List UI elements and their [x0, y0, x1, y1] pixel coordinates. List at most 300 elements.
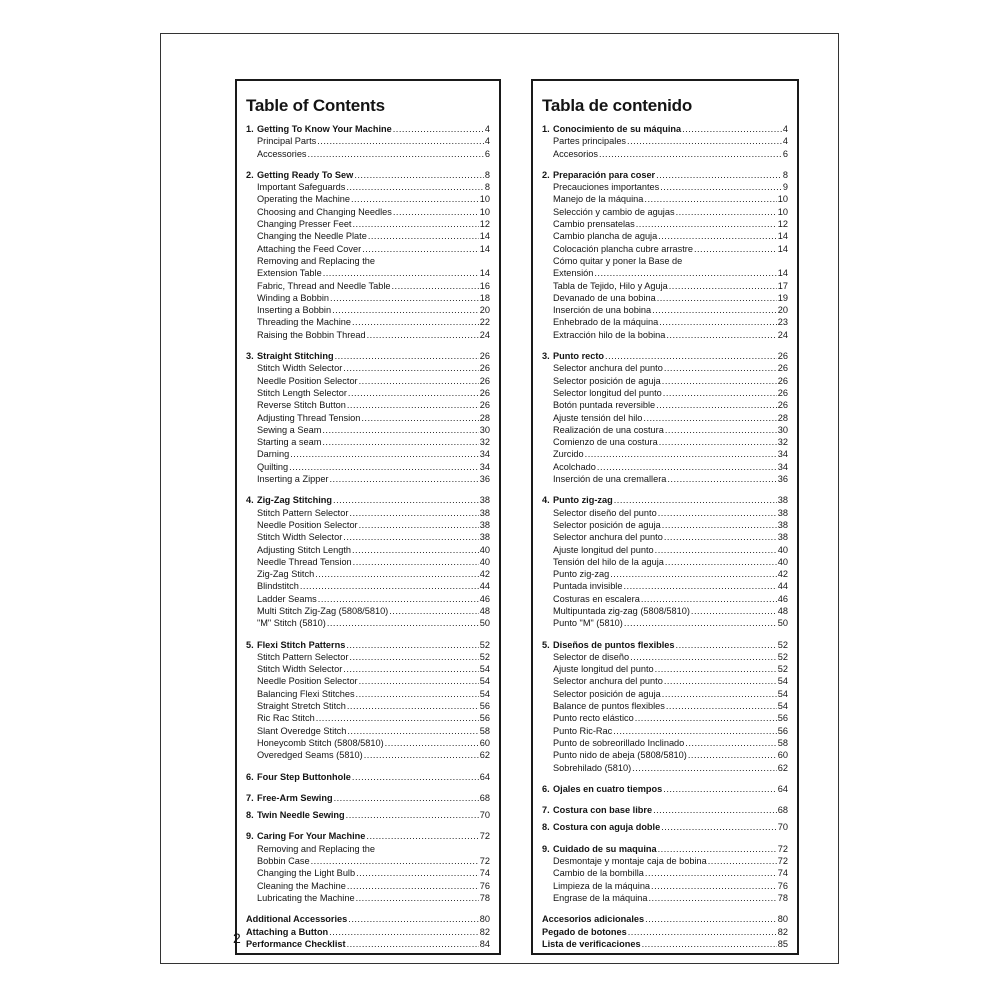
toc-page-number: 14 — [479, 243, 490, 254]
toc-leader-dots — [644, 193, 776, 205]
toc-entry-title: Choosing and Changing Needles — [257, 206, 392, 217]
toc-entry-title: Starting a seam — [257, 437, 322, 448]
toc-leader-dots — [662, 688, 777, 700]
toc-leader-dots — [300, 580, 479, 592]
toc-entry-title: Manejo de la máquina — [553, 194, 644, 205]
toc-entry-title: Caring For Your Machine — [257, 831, 366, 842]
toc-entry-title: Bobbin Case — [257, 856, 310, 867]
toc-entry-title: Removing and Replacing the — [257, 255, 375, 266]
toc-page-number: 16 — [479, 280, 490, 291]
toc-entry — [542, 181, 788, 193]
toc-leader-dots — [290, 448, 479, 460]
toc-entry-title: Cuidado de su maquina — [553, 843, 657, 854]
toc-leader-dots — [691, 605, 777, 617]
toc-entry-title: Selector diseño del punto — [553, 507, 657, 518]
toc-leader-dots — [663, 783, 777, 795]
toc-section-heading — [542, 639, 788, 651]
toc-entry — [246, 148, 490, 160]
toc-leader-dots — [657, 292, 777, 304]
toc-entry — [246, 329, 490, 341]
toc-entry — [542, 663, 788, 675]
toc-page-number: 52 — [479, 651, 490, 662]
toc-entry-title: Zurcido — [553, 449, 584, 460]
toc-leader-dots — [665, 556, 777, 568]
toc-page-number: 4 — [484, 136, 490, 147]
toc-entry — [542, 362, 788, 374]
toc-leader-dots — [628, 926, 777, 938]
toc-section-number: 4. — [246, 495, 254, 506]
toc-entry — [246, 362, 490, 374]
toc-entry-title: Costuras en escalera — [553, 593, 640, 604]
toc-entry-title: Stitch Length Selector — [257, 387, 347, 398]
toc-page-number: 85 — [777, 938, 788, 949]
toc-leader-dots — [332, 304, 479, 316]
toc-entry-title: Raising the Bobbin Thread — [257, 329, 366, 340]
toc-entry-title: Cleaning the Machine — [257, 880, 346, 891]
toc-entry-title: "M" Stitch (5810) — [257, 618, 326, 629]
toc-leader-dots — [659, 316, 777, 328]
toc-entry — [246, 544, 490, 556]
toc-entry-title: Engrase de la máquina — [553, 892, 648, 903]
toc-entry-title: Darning — [257, 449, 290, 460]
toc-list-spanish — [542, 123, 788, 950]
toc-page-number: 32 — [777, 437, 788, 448]
toc-section-heading — [246, 123, 490, 135]
toc-entry — [542, 448, 788, 460]
toc-page-number: 42 — [777, 569, 788, 580]
toc-section — [246, 809, 490, 821]
toc-entry-title: Costura con aguja doble — [553, 822, 661, 833]
toc-list-english — [246, 123, 490, 950]
toc-leader-dots — [658, 843, 777, 855]
toc-page-number: 14 — [479, 268, 490, 279]
toc-leader-dots — [630, 651, 777, 663]
toc-entry-title: Cambio plancha de aguja — [553, 231, 658, 242]
toc-entry — [246, 688, 490, 700]
toc-entry-title: Punto Ric-Rac — [553, 725, 613, 736]
toc-page-number: 28 — [479, 412, 490, 423]
toc-panel-spanish — [531, 79, 799, 955]
toc-section-heading — [246, 830, 490, 842]
toc-section-number: 6. — [246, 771, 254, 782]
toc-entry-title: Fabric, Thread and Needle Table — [257, 280, 391, 291]
toc-entry-title: Punto de sobreorillado Inclinado — [553, 737, 685, 748]
toc-section — [246, 494, 490, 629]
toc-page-number: 62 — [777, 762, 788, 773]
toc-leader-dots — [317, 135, 484, 147]
toc-entry-title: Stitch Pattern Selector — [257, 651, 349, 662]
toc-page-number: 32 — [479, 437, 490, 448]
toc-entry-title: Diseños de puntos flexibles — [553, 639, 675, 650]
toc-section — [246, 792, 490, 804]
toc-section — [542, 843, 788, 904]
toc-leader-dots — [656, 399, 777, 411]
toc-leader-dots — [605, 350, 777, 362]
toc-entry-title: Selector posición de aguja — [553, 519, 661, 530]
toc-page-number: 68 — [479, 792, 490, 803]
toc-leader-dots — [343, 531, 478, 543]
toc-entry — [542, 148, 788, 160]
toc-page-number: 18 — [479, 292, 490, 303]
toc-entry-title: Selector anchura del punto — [553, 676, 663, 687]
toc-leader-dots — [669, 280, 777, 292]
toc-section-number: 5. — [542, 639, 550, 650]
toc-leader-dots — [676, 639, 777, 651]
toc-entry-title: Multi Stitch Zig-Zag (5808/5810) — [257, 605, 389, 616]
toc-leader-dots — [353, 556, 479, 568]
toc-entry-title: Multipuntada zig-zag (5808/5810) — [553, 605, 690, 616]
toc-entry — [246, 843, 490, 855]
toc-page-number: 28 — [777, 412, 788, 423]
toc-entry-title: Realización de una costura — [553, 424, 664, 435]
toc-entry — [542, 304, 788, 316]
toc-page-number: 54 — [777, 676, 788, 687]
toc-page-number: 64 — [777, 783, 788, 794]
toc-entry-title: Four Step Buttonhole — [257, 771, 351, 782]
toc-leader-dots — [346, 639, 478, 651]
toc-page-number: 56 — [777, 713, 788, 724]
toc-entry — [246, 375, 490, 387]
toc-section-heading — [246, 350, 490, 362]
toc-page-number: 50 — [479, 618, 490, 629]
toc-page-number: 48 — [479, 605, 490, 616]
toc-leader-dots — [658, 230, 777, 242]
toc-entry-title: Free-Arm Sewing — [257, 792, 333, 803]
toc-page-number: 38 — [479, 495, 490, 506]
toc-entry — [542, 762, 788, 774]
toc-page-number: 56 — [479, 713, 490, 724]
toc-leader-dots — [666, 329, 776, 341]
toc-entry — [542, 531, 788, 543]
toc-section — [246, 830, 490, 904]
toc-section-number: 7. — [542, 805, 550, 816]
toc-entry — [542, 617, 788, 629]
toc-entry — [246, 304, 490, 316]
toc-leader-dots — [623, 580, 776, 592]
toc-page-number: 24 — [479, 329, 490, 340]
toc-entry-title: Selección y cambio de agujas — [553, 206, 675, 217]
toc-section-heading — [246, 169, 490, 181]
toc-leader-dots — [352, 218, 478, 230]
toc-page-number: 52 — [777, 651, 788, 662]
toc-entry — [246, 593, 490, 605]
toc-entry-title: Ajuste longitud del punto — [553, 544, 654, 555]
toc-section-number: 8. — [542, 822, 550, 833]
toc-entry — [246, 880, 490, 892]
toc-page-number: 22 — [479, 317, 490, 328]
toc-leader-dots — [642, 938, 777, 950]
toc-leader-dots — [393, 123, 484, 135]
toc-entry — [246, 568, 490, 580]
toc-entry-title: Getting To Know Your Machine — [257, 124, 392, 134]
toc-entry-title: Reverse Stitch Button — [257, 400, 346, 411]
toc-entry — [246, 617, 490, 629]
toc-leader-dots — [347, 725, 478, 737]
toc-leader-dots — [585, 448, 777, 460]
toc-page-number: 82 — [777, 926, 788, 937]
toc-leader-dots — [352, 771, 479, 783]
toc-entry-title: Selector longitud del punto — [553, 387, 662, 398]
toc-page-number: 10 — [777, 194, 788, 205]
toc-entry — [246, 855, 490, 867]
toc-entry — [246, 725, 490, 737]
toc-page-number: 76 — [777, 880, 788, 891]
toc-section-heading — [246, 792, 490, 804]
toc-entry-title: Slant Overedge Stitch — [257, 725, 347, 736]
toc-page-number: 34 — [479, 461, 490, 472]
toc-leader-dots — [627, 135, 782, 147]
toc-page-number: 44 — [479, 581, 490, 592]
toc-page-number: 56 — [777, 725, 788, 736]
toc-entry-title: Punto zig-zag — [553, 495, 613, 506]
toc-entry-title: Selector anchura del punto — [553, 532, 663, 543]
toc-page-number: 68 — [777, 805, 788, 816]
toc-entry-title: Blindstitch — [257, 581, 299, 592]
toc-entry — [542, 461, 788, 473]
toc-page-number: 6 — [782, 148, 788, 159]
toc-page-number: 54 — [479, 688, 490, 699]
toc-entry-title: Changing the Light Bulb — [257, 868, 356, 879]
toc-section-number: 2. — [246, 169, 254, 180]
toc-page-number: 62 — [479, 750, 490, 761]
toc-leader-dots — [346, 181, 484, 193]
toc-leader-dots — [662, 375, 777, 387]
toc-leader-dots — [308, 148, 484, 160]
toc-entry-title: Punto recto elástico — [553, 713, 634, 724]
toc-entry-title: Inserting a Zipper — [257, 474, 329, 485]
toc-leader-dots — [636, 218, 777, 230]
toc-page-number: 64 — [479, 771, 490, 782]
toc-entry — [246, 448, 490, 460]
toc-entry-title: Selector posición de aguja — [553, 688, 661, 699]
toc-entry-title: Limpieza de la máquina — [553, 880, 651, 891]
toc-leader-dots — [359, 375, 479, 387]
toc-section-number: 3. — [542, 351, 550, 362]
toc-section-heading — [246, 639, 490, 651]
toc-entry-title: Additional Accessories — [246, 914, 348, 925]
toc-leader-dots — [356, 892, 479, 904]
toc-leader-dots — [597, 461, 777, 473]
toc-page-number: 30 — [479, 424, 490, 435]
toc-section-heading — [542, 169, 788, 181]
toc-entry-title: Lista de verificaciones — [542, 938, 641, 949]
toc-entry — [246, 387, 490, 399]
toc-leader-dots — [613, 725, 777, 737]
toc-entry — [246, 892, 490, 904]
toc-entry-title: Botón puntada reversible — [553, 400, 656, 411]
toc-entry-title: Ladder Seams — [257, 593, 317, 604]
toc-leader-dots — [614, 494, 777, 506]
toc-entry-title: Precauciones importantes — [553, 182, 660, 193]
toc-page-number: 14 — [777, 243, 788, 254]
toc-entry-title: Removing and Replacing the — [257, 843, 375, 854]
toc-section — [542, 804, 788, 816]
toc-entry-title: Desmontaje y montaje caja de bobina — [553, 856, 707, 867]
toc-entry-title: Lubricating the Machine — [257, 892, 355, 903]
toc-page-number: 38 — [479, 519, 490, 530]
toc-entry-title: Punto recto — [553, 351, 605, 362]
toc-entry — [542, 544, 788, 556]
toc-page-number: 72 — [777, 843, 788, 854]
toc-entry-title: Selector anchura del punto — [553, 363, 663, 374]
toc-leader-dots — [664, 531, 777, 543]
toc-page-number: 72 — [479, 856, 490, 867]
toc-leader-dots — [330, 292, 479, 304]
toc-leader-dots — [594, 267, 776, 279]
toc-section — [542, 123, 788, 160]
toc-leader-dots — [659, 436, 777, 448]
toc-page-number: 30 — [777, 424, 788, 435]
toc-leader-dots — [682, 123, 782, 135]
toc-entry-title: Cómo quitar y poner la Base de — [553, 255, 683, 266]
toc-entry — [542, 424, 788, 436]
toc-entry — [542, 651, 788, 663]
toc-entry — [246, 255, 490, 267]
toc-page-number: 54 — [479, 664, 490, 675]
toc-entry — [542, 255, 788, 267]
toc-entry-title: Getting Ready To Sew — [257, 169, 354, 180]
toc-entry-title: Straight Stretch Stitch — [257, 701, 346, 712]
toc-page-number: 34 — [479, 449, 490, 460]
toc-entry-title: Devanado de una bobina — [553, 292, 656, 303]
toc-leader-dots — [666, 700, 777, 712]
toc-entry — [246, 651, 490, 663]
toc-entry-title: Performance Checklist — [246, 938, 346, 949]
toc-entry — [246, 675, 490, 687]
toc-entry — [246, 424, 490, 436]
toc-entry-title: Accesorios — [553, 148, 598, 159]
toc-entry-title: Winding a Bobbin — [257, 292, 330, 303]
toc-entry — [246, 135, 490, 147]
toc-page-number: 20 — [479, 305, 490, 316]
toc-section-number: 1. — [246, 124, 254, 134]
toc-section-number: 1. — [542, 124, 550, 134]
toc-leader-dots — [665, 424, 777, 436]
toc-entry — [542, 135, 788, 147]
toc-entry — [246, 206, 490, 218]
toc-page-number: 44 — [777, 581, 788, 592]
toc-leader-dots — [329, 926, 479, 938]
toc-page-number: 70 — [479, 810, 490, 821]
toc-leader-dots — [645, 867, 777, 879]
toc-leader-dots — [610, 568, 777, 580]
toc-leader-dots — [389, 605, 479, 617]
toc-entry — [542, 412, 788, 424]
toc-page-number: 38 — [777, 519, 788, 530]
toc-leader-dots — [655, 544, 777, 556]
toc-leader-dots — [688, 749, 777, 761]
toc-leader-dots — [356, 867, 479, 879]
toc-page-number: 78 — [479, 892, 490, 903]
toc-entry — [246, 267, 490, 279]
toc-entry-title: Conocimiento de su máquina — [553, 124, 682, 134]
toc-leader-dots — [352, 544, 479, 556]
toc-extra-entry — [246, 926, 490, 938]
toc-entry-title: Honeycomb Stitch (5808/5810) — [257, 737, 384, 748]
toc-entry — [542, 700, 788, 712]
toc-leader-dots — [359, 519, 479, 531]
toc-leader-dots — [393, 206, 479, 218]
toc-entry — [542, 867, 788, 879]
toc-entry-title: Ojales en cuatro tiempos — [553, 783, 663, 794]
toc-leader-dots — [343, 362, 478, 374]
toc-leader-dots — [663, 387, 777, 399]
toc-page-number: 8 — [484, 182, 490, 193]
toc-entry — [246, 292, 490, 304]
toc-leader-dots — [348, 387, 479, 399]
toc-entry-title: Colocación plancha cubre arrastre — [553, 243, 693, 254]
toc-entry — [246, 218, 490, 230]
toc-section-number: 6. — [542, 783, 550, 794]
toc-leader-dots — [347, 880, 479, 892]
toc-leader-dots — [368, 230, 479, 242]
toc-page-number: 26 — [777, 400, 788, 411]
toc-page-number: 4 — [782, 136, 788, 147]
toc-page-number: 54 — [777, 701, 788, 712]
toc-entry-title: Zig-Zag Stitch — [257, 569, 315, 580]
toc-page-number: 8 — [484, 169, 490, 180]
toc-leader-dots — [349, 507, 478, 519]
toc-entry — [542, 375, 788, 387]
toc-page-number: 14 — [777, 231, 788, 242]
toc-page-number: 34 — [777, 449, 788, 460]
toc-entry-title: Punto "M" (5810) — [553, 618, 623, 629]
toc-entry — [542, 593, 788, 605]
toc-entry-title: Attaching the Feed Cover — [257, 243, 362, 254]
toc-page-number: 76 — [479, 880, 490, 891]
toc-page-number: 46 — [479, 593, 490, 604]
toc-entry — [246, 580, 490, 592]
toc-page-number: 26 — [479, 375, 490, 386]
toc-leader-dots — [367, 329, 479, 341]
toc-entry — [542, 218, 788, 230]
toc-section-number: 9. — [542, 843, 550, 854]
toc-leader-dots — [635, 712, 777, 724]
toc-section-heading — [542, 494, 788, 506]
toc-entry-title: Ajuste longitud del punto — [553, 664, 654, 675]
toc-page-number: 26 — [479, 363, 490, 374]
toc-entry-title: Extracción hilo de la bobina — [553, 329, 666, 340]
toc-entry — [246, 749, 490, 761]
toc-page-number: 58 — [479, 725, 490, 736]
toc-page-number: 58 — [777, 737, 788, 748]
toc-entry-title: Stitch Width Selector — [257, 664, 343, 675]
toc-section-number: 9. — [246, 831, 254, 842]
toc-leader-dots — [347, 700, 479, 712]
toc-entry-title: Punto zig-zag — [553, 569, 610, 580]
toc-entry-title: Straight Stitching — [257, 351, 334, 362]
toc-entry — [246, 399, 490, 411]
toc-section-heading — [542, 821, 788, 833]
toc-entry-title: Needle Position Selector — [257, 676, 358, 687]
toc-section-number: 5. — [246, 639, 254, 650]
toc-page-number: 4 — [782, 124, 788, 134]
toc-leader-dots — [349, 651, 478, 663]
toc-section — [246, 123, 490, 160]
toc-leader-dots — [643, 412, 776, 424]
toc-entry — [246, 556, 490, 568]
toc-page-number: 72 — [777, 856, 788, 867]
toc-entry-title: Operating the Machine — [257, 194, 350, 205]
toc-entry-title: Balance de puntos flexibles — [553, 701, 665, 712]
toc-page-number: 54 — [479, 676, 490, 687]
toc-page-number: 52 — [777, 639, 788, 650]
toc-leader-dots — [651, 880, 777, 892]
toc-entry — [246, 605, 490, 617]
toc-page-number: 26 — [479, 351, 490, 362]
toc-page-number: 17 — [777, 280, 788, 291]
toc-entry-title: Accessories — [257, 148, 307, 159]
